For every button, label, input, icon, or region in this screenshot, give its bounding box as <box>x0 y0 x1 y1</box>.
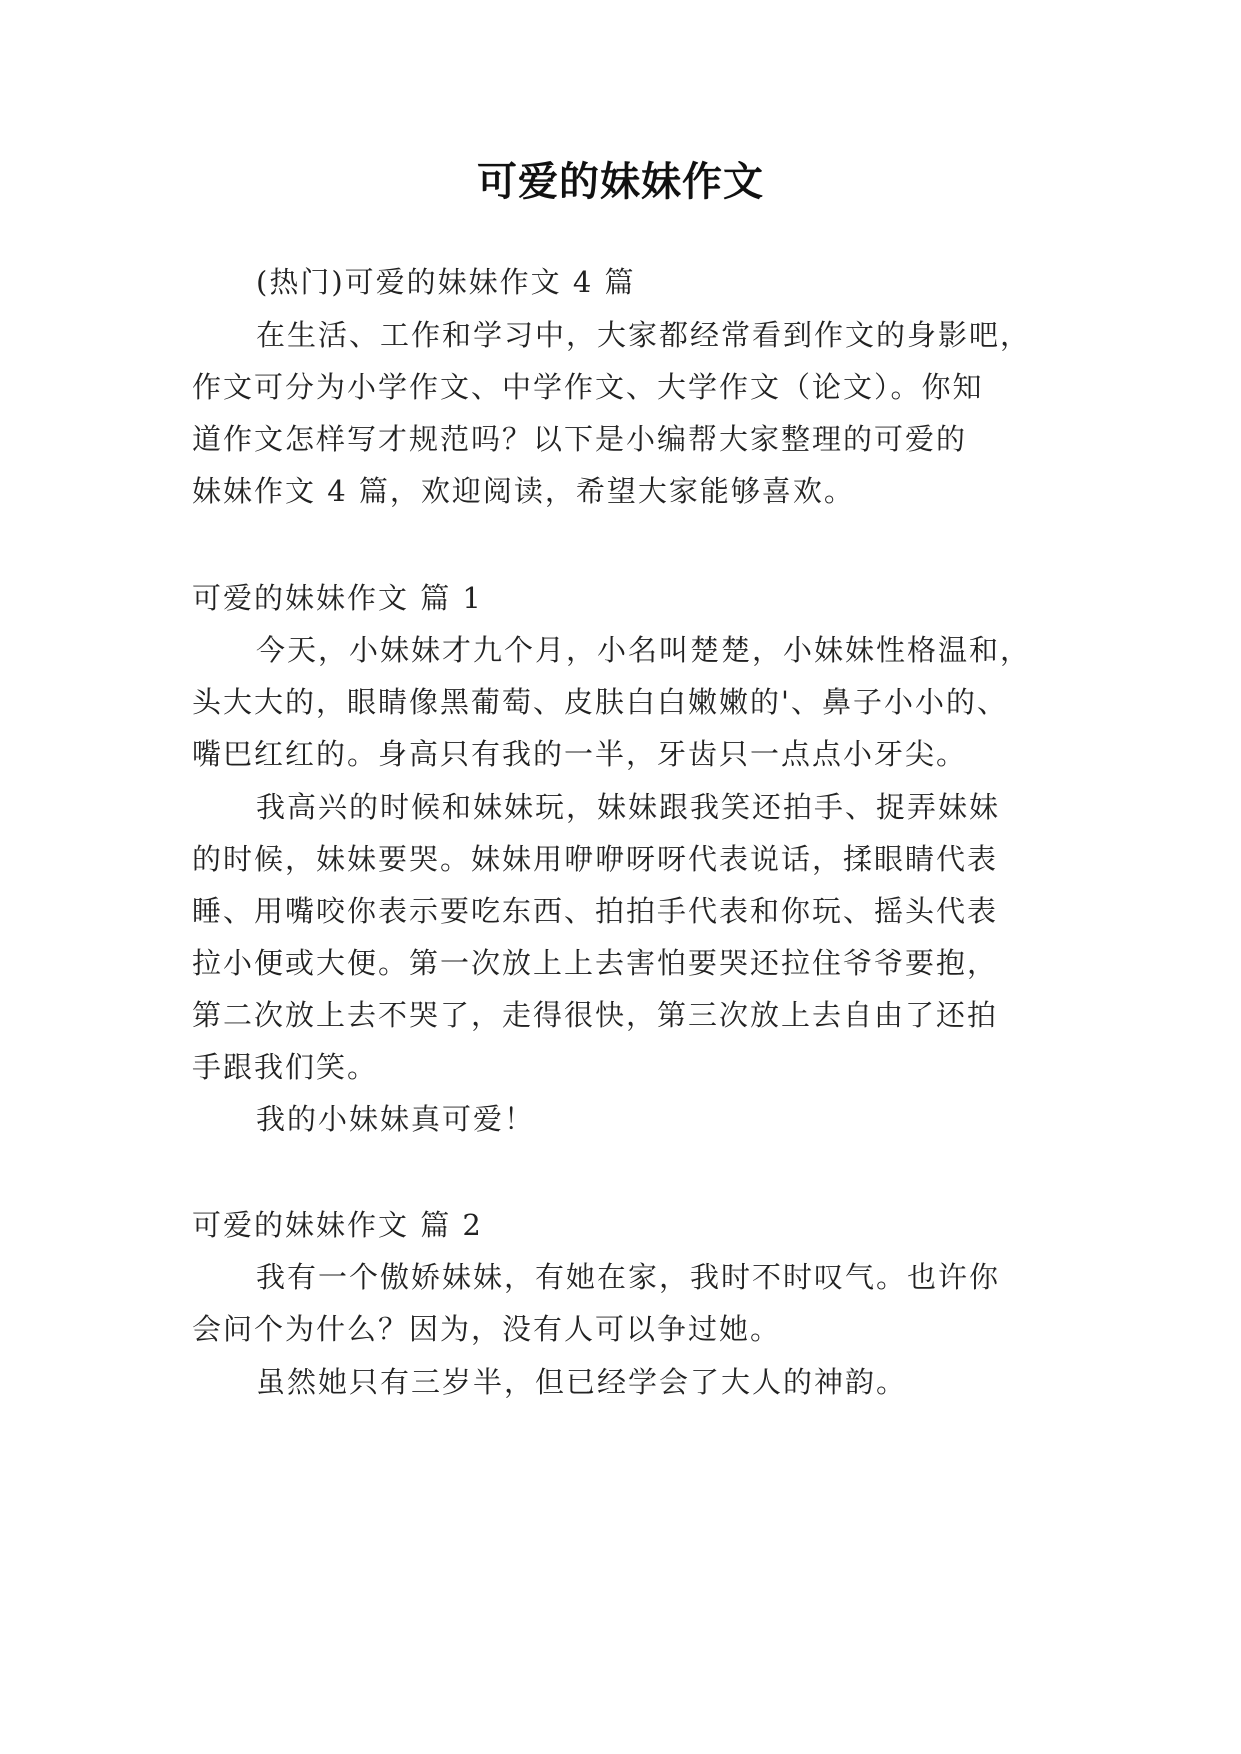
section-1-heading: 可爱的妹妹作文 篇 1 <box>192 581 483 615</box>
section-1-line: 第二次放上去不哭了，走得很快，第三次放上去自由了还拍 <box>192 998 999 1032</box>
section-2-heading: 可爱的妹妹作文 篇 2 <box>192 1208 483 1242</box>
section-1-line: 我高兴的时候和妹妹玩，妹妹跟我笑还拍手、捉弄妹妹 <box>256 790 1001 824</box>
section-1-line: 嘴巴红红的。身高只有我的一半，牙齿只一点点小牙尖。 <box>192 737 968 771</box>
section-1-line: 拉小便或大便。第一次放上上去害怕要哭还拉住爷爷要抱， <box>192 946 999 980</box>
section-1-line: 我的小妹妹真可爱！ <box>256 1102 536 1136</box>
section-2-line: 我有一个傲娇妹妹，有她在家，我时不时叹气。也许你 <box>256 1260 1001 1294</box>
section-1-line: 头大大的，眼睛像黑葡萄、皮肤白白嫩嫩的'、鼻子小小的、 <box>192 685 1008 719</box>
intro-line: 作文可分为小学作文、中学作文、大学作文（论文）。你知 <box>192 370 984 404</box>
intro-line: 妹妹作文 4 篇，欢迎阅读，希望大家能够喜欢。 <box>192 474 855 508</box>
document-title: 可爱的妹妹作文 <box>477 158 764 205</box>
section-1-line: 的时候，妹妹要哭。妹妹用咿咿呀呀代表说话，揉眼睛代表 <box>192 842 999 876</box>
intro-line: 道作文怎样写才规范吗？以下是小编帮大家整理的可爱的 <box>192 422 968 456</box>
section-1-line: 今天，小妹妹才九个月，小名叫楚楚，小妹妹性格温和， <box>256 633 1032 667</box>
section-1-line: 睡、用嘴咬你表示要吃东西、拍拍手代表和你玩、摇头代表 <box>192 894 999 928</box>
section-2-line: 会问个为什么？因为，没有人可以争过她。 <box>192 1312 782 1346</box>
section-1-line: 手跟我们笑。 <box>192 1050 379 1084</box>
intro-line: 在生活、工作和学习中，大家都经常看到作文的身影吧， <box>256 318 1032 352</box>
section-2-line: 虽然她只有三岁半，但已经学会了大人的神韵。 <box>256 1365 908 1399</box>
intro-heading: (热门)可爱的妹妹作文 4 篇 <box>256 265 636 299</box>
